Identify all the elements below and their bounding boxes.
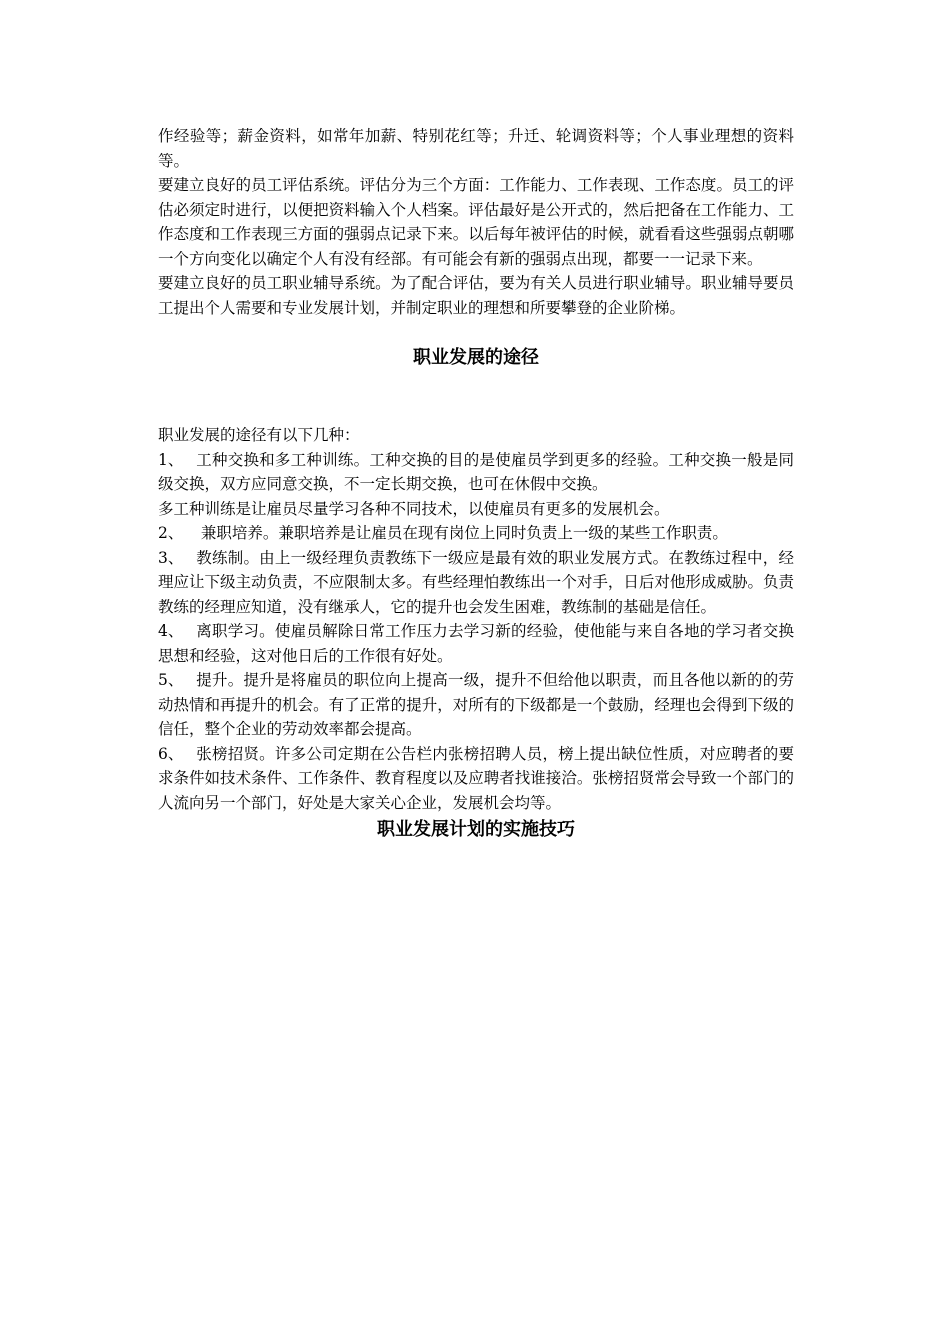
item-text: 张榜招贤。许多公司定期在公告栏内张榜招聘人员，榜上提出缺位性质，对应聘者的要求条件如技术条件、工作条件、教育程度以及应聘者找谁接洽。张榜招贤常会导致一个部门的人流向另一个部门，好处是大家关心企业，发展机会均等。 bbox=[158, 744, 794, 812]
list-item-job-rotation bbox=[158, 448, 794, 497]
list-item-promotion bbox=[158, 668, 794, 742]
section-heading-career-paths: 职业发展的途径 bbox=[413, 347, 539, 368]
paragraph-records: 作经验等；薪金资料，如常年加薪、特别花红等；升迁、轮调资料等；个人事业理想的资料等。 bbox=[158, 127, 794, 170]
item-text: 兼职培养。兼职培养是让雇员在现有岗位上同时负责上一级的某些工作职责。 bbox=[196, 524, 728, 542]
item-number: 1、 bbox=[158, 450, 184, 469]
item-text: 工种交换和多工种训练。工种交换的目的是使雇员学到更多的经验。工种交换一般是同级交换，双方应同意交换，不一定长期交换，也可在休假中交换。 bbox=[158, 450, 794, 493]
item-text: 离职学习。使雇员解除日常工作压力去学习新的经验，使他能与来自各地的学习者交换思想和经验，这对他日后的工作很有好处。 bbox=[158, 622, 794, 665]
document-page bbox=[158, 124, 794, 844]
list-item-part-time bbox=[158, 521, 794, 546]
item-text: 教练制。由上一级经理负责教练下一级应是最有效的职业发展方式。在教练过程中，经理应让下级主动负责，不应限制太多。有些经理怕教练出一个对手，日后对他形成威胁。负责教练的经理应知道，没有继承人，它的提升也会发生困难，教练制的基础是信任。 bbox=[158, 548, 794, 616]
item-number: 4、 bbox=[158, 622, 184, 640]
paragraph-intro: 职业发展的途径有以下几种： bbox=[158, 426, 360, 444]
paragraph-counseling: 要建立良好的员工职业辅导系统。为了配合评估，要为有关人员进行职业辅导。职业辅导要员工提出个人需要和专业发展计划，并制定职业的理想和所要攀登的企业阶梯。 bbox=[158, 274, 794, 317]
list-item-job-posting bbox=[158, 742, 794, 816]
item-text: 提升。提升是将雇员的职位向上提高一级，提升不但给他以职责，而且各他以新的的劳动热情和再提升的机会。有了正常的提升，对所有的下级都是一个鼓励，经理也会得到下级的信任，整个企业的劳动效率都会提高。 bbox=[158, 671, 794, 738]
list-item-study-leave bbox=[158, 619, 794, 668]
paragraph-evaluation: 要建立良好的员工评估系统。评估分为三个方面：工作能力、工作表现、工作态度。员工的评估必须定时进行，以便把资料输入个人档案。评估最好是公开式的，然后把备在工作能力、工作态度和工作表现三方面的强弱点记录下来。以后每年被评估的时候，就看看这些强弱点朝哪一个方向变化以确定个人有没有经部。有可能会有新的强弱点出现，都要一一记录下来。 bbox=[158, 176, 794, 268]
item-number: 5、 bbox=[158, 671, 184, 689]
item-text: 多工种训练是让雇员尽量学习各种不同技术，以使雇员有更多的发展机会。 bbox=[158, 499, 670, 518]
list-item-multi-skill bbox=[158, 497, 794, 522]
item-number: 2、 bbox=[158, 524, 184, 542]
list-item-coaching bbox=[158, 546, 794, 620]
item-number: 3、 bbox=[158, 548, 184, 567]
item-number: 6、 bbox=[158, 744, 184, 763]
section-heading-implementation: 职业发展计划的实施技巧 bbox=[377, 819, 575, 840]
